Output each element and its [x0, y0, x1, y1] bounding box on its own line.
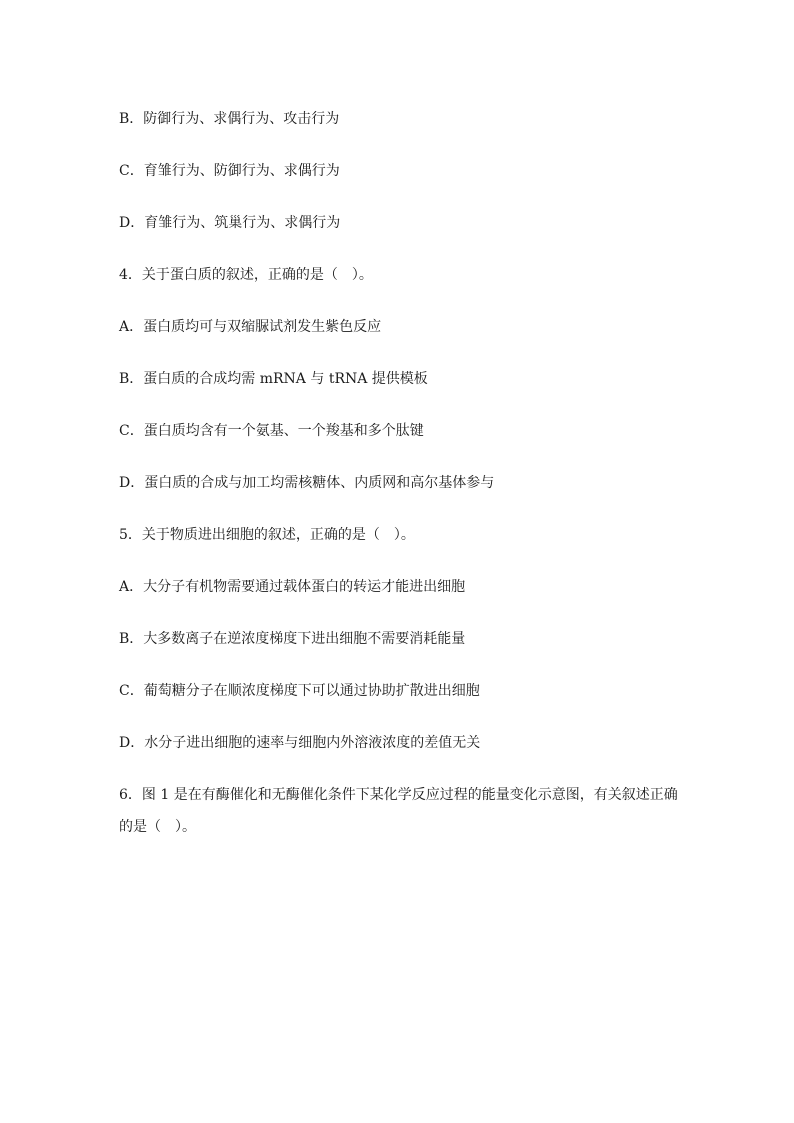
q3-option-c: C．育雏行为、防御行为、求偶行为: [119, 163, 340, 179]
q5-stem: 5．关于物质进出细胞的叙述，正确的是（ ）。: [119, 527, 415, 543]
q6-stem-line-2: 的是（ ）。: [119, 819, 196, 835]
q5-option-c: C．葡萄糖分子在顺浓度梯度下可以通过协助扩散进出细胞: [119, 683, 480, 699]
q3-option-b: B．防御行为、求偶行为、攻击行为: [119, 111, 340, 127]
q5-option-b: B．大多数离子在逆浓度梯度下进出细胞不需要消耗能量: [119, 631, 466, 647]
q5-option-a: A．大分子有机物需要通过载体蛋白的转运才能进出细胞: [119, 579, 466, 595]
q4-option-c: C．蛋白质均含有一个氨基、一个羧基和多个肽键: [119, 423, 424, 439]
q4-option-d: D．蛋白质的合成与加工均需核糖体、内质网和高尔基体参与: [119, 475, 495, 491]
q4-option-a: A．蛋白质均可与双缩脲试剂发生紫色反应: [119, 319, 382, 335]
q3-option-d: D．育雏行为、筑巢行为、求偶行为: [119, 215, 341, 231]
q5-option-d: D．水分子进出细胞的速率与细胞内外溶液浓度的差值无关: [119, 735, 481, 751]
q4-option-b: B．蛋白质的合成均需 mRNA 与 tRNA 提供模板: [119, 371, 428, 387]
q6-stem-line-1: 6．图 1 是在有酶催化和无酶催化条件下某化学反应过程的能量变化示意图，有关叙述正确: [119, 787, 678, 803]
q4-stem: 4．关于蛋白质的叙述，正确的是（ ）。: [119, 267, 373, 283]
